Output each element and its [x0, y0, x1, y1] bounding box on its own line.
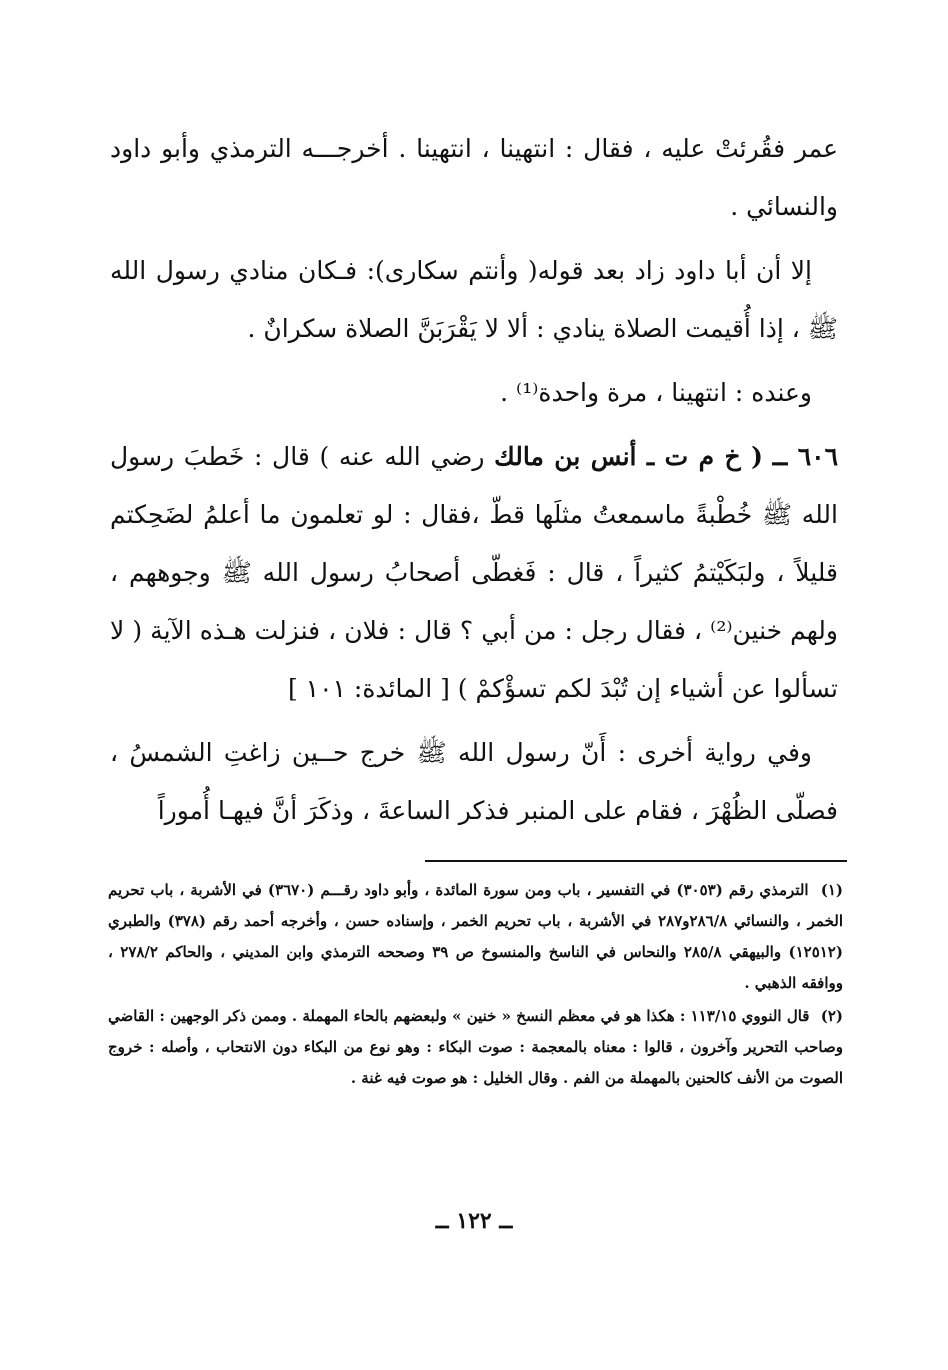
footnote-2: [108, 1001, 843, 1094]
paragraph-5: وفي رواية أخرى : أَنّ رسول الله ﷺ خرج حــين زاغتِ الشمسُ ، فصلّى الظُهْرَ ، فقام على المنبر فذكر الساعةَ ، وذكَرَ أنَّ فيهـا أُموراً: [110, 738, 838, 825]
hadith-text: رضي الله عنه ) قال : خَطبَ رسول الله ﷺ خُطْبةً ماسمعتُ مثلَها قطّ ،فقال : لو تعلمون ما أعلمُ لضَحِكتم قليلاً ، ولبَكَيْتمُ كثيراً ، قال : فَغطّى أصحابُ رسول الله ﷺ وجوههم ، ولهم خنين⁽²⁾ ، فقال رجل : من أبي ؟ قال : فلان ، فنزلت هـذه الآية ( لا تسألوا عن أشياء إن تُبْدَ لكم تسؤْكمْ ) [ المائدة: ١٠١ ]: [110, 442, 838, 703]
footnote-2-mark: (٢): [820, 1007, 843, 1025]
footnote-1: [108, 875, 843, 999]
paragraph-2: إلا أن أبا داود زاد بعد قوله( وأنتم سكارى): فـكان منادي رسول الله ﷺ ، إذا أُقيمت الصلاة ينادي : ألا لا يَقْرَبَنَّ الصلاة سكرانٌ .: [110, 256, 838, 343]
footnote-divider: [425, 860, 847, 862]
hadith-number: ٦٠٦ ــ: [772, 442, 839, 471]
page-number: ــ ١٢٢ ــ: [435, 1208, 513, 1234]
hadith-reference: ( خ م ت ـ أنس بن مالك: [494, 442, 763, 471]
footnote-1-mark: (١): [820, 881, 843, 899]
hadith-paragraph: [110, 428, 838, 718]
footnotes: [108, 875, 843, 1096]
paragraph-3: وعنده : انتهينا ، مرة واحدة⁽¹⁾ .: [500, 378, 812, 407]
main-text-body: [110, 120, 838, 846]
paragraph-1: عمر فقُرئتْ عليه ، فقال : انتهينا ، انتهينا . أخرجـــه الترمذي وأبو داود والنسائي .: [110, 134, 838, 221]
footnote-1-text: الترمذي رقم (٣٠٥٣) في التفسير ، باب ومن سورة المائدة ، وأبو داود رقـــم (٣٦٧٠) في الأشربة ، باب تحريم الخمر ، والنسائي ٢٨٦/٨و٢٨٧ في الأشربة ، باب تحريم الخمر ، وإسناده حسن ، وأخرجه أحمد رقم (٣٧٨) والطبري (١٢٥١٢) والبيهقي ٢٨٥/٨ والنحاس في الناسخ والمنسوخ ص ٣٩ وصححه الترمذي وابن المديني ، والحاكم ٢٧٨/٢ ، ووافقه الذهبي .: [108, 881, 844, 992]
footnote-2-text: قال النووي ١١٣/١٥ : هكذا هو في معظم النسخ « خنين » ولبعضهم بالحاء المهملة . وممن ذكر الوجهين : القاضي وصاحب التحرير وآخرون ، قالوا : معناه بالمعجمة : صوت البكاء : وهو نوع من البكاء دون الانتحاب ، وأصله : خروج الصوت من الأنف كالحنين بالمهملة من الفم . وقال الخليل : هو صوت فيه غنة .: [108, 1007, 843, 1087]
